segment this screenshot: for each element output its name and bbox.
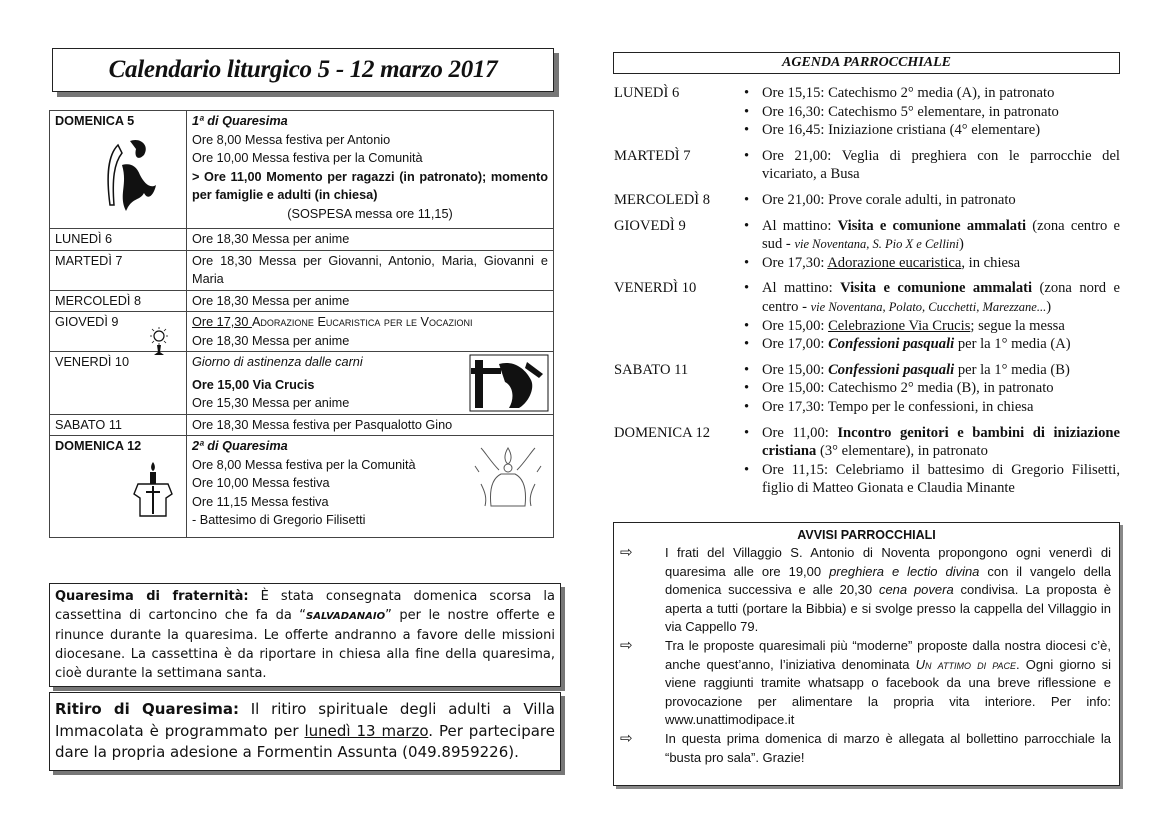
ritiro-text: . Per partecipare dare la propria adesione a Formentin Assunta (049.8959226). <box>55 721 555 761</box>
agenda-day <box>614 361 1120 417</box>
agenda-item: • Ore 15,00: Celebrazione Via Crucis; segue la messa <box>738 317 1120 336</box>
event-line: - Battesimo di Gregorio Filisetti <box>192 513 366 527</box>
day-cell <box>50 436 187 538</box>
event-title: Adorazione Eucaristica per le Vocazioni <box>251 315 473 329</box>
agenda-item: • Ore 17,00: Confessioni pasquali per la 1° media (A) <box>738 335 1120 354</box>
agenda-day-label: SABATO 11 <box>614 361 689 378</box>
pointing-hand-icon: ⇨ <box>620 544 633 561</box>
table-row <box>50 312 554 352</box>
event-line: Ore 15,30 Messa per anime <box>192 396 350 410</box>
day-events <box>187 436 554 538</box>
agenda-day-label: LUNEDÌ 6 <box>614 85 680 101</box>
agenda-day <box>614 147 1120 184</box>
event-line: Ore 18,30 Messa festiva per Pasqualotto Gino <box>187 414 554 436</box>
agenda-item: • Ore 17,30: Tempo per le confessioni, in chiesa <box>738 398 1120 417</box>
salvadanaio-word: SALVADANAIO <box>306 611 386 622</box>
table-row <box>50 414 554 436</box>
avviso-item <box>614 637 1119 730</box>
agenda-list <box>614 84 1120 505</box>
event-line: Ore 15,00 Via Crucis <box>192 377 315 392</box>
agenda-item: • Ore 21,00: Veglia di preghiera con le parrocchie del vicariato, a Busa <box>738 147 1120 184</box>
ritiro-label: Ritiro di Quaresima: <box>55 700 239 718</box>
event-line: Ore 18,30 Messa per anime <box>187 229 554 251</box>
fraternita-text: ” per le nostre offerte e rinunce durante la quaresima. Le offerte andranno a favore delle missioni diocesane. La cassettina è da riportare in chiesa alla fine della quaresima, cioè durante la settimana santa. <box>55 608 555 681</box>
day-cell: SABATO 11 <box>50 414 187 436</box>
agenda-day-label: GIOVEDÌ 9 <box>614 217 686 234</box>
agenda-item: • Ore 11,00: Incontro genitori e bambini di iniziazione cristiana (3° elementare), in patronato <box>738 424 1120 461</box>
agenda-day <box>614 191 1120 210</box>
event-line: Ore 8,00 Messa festiva per Antonio <box>192 132 391 147</box>
event-line: > Ore 11,00 Momento per ragazzi (in patronato); momento per famiglie e adulti (in chiesa) <box>192 169 548 202</box>
crucifixion-icon <box>469 354 549 412</box>
agenda-item: • Ore 16,30: Catechismo 5° elementare, in patronato <box>738 103 1120 122</box>
agenda-item: • Al mattino: Visita e comunione ammalati (zona centro e sud - vie Noventana, S. Pio X e Cellini) <box>738 217 1120 254</box>
day-events <box>187 352 554 415</box>
day-cell <box>50 111 187 229</box>
transfiguration-icon <box>473 444 543 514</box>
day-cell: LUNEDÌ 6 <box>50 229 187 251</box>
event-line: Ore 11,15 Messa festiva <box>192 494 329 509</box>
fraternita-label: Quaresima di fraternità: <box>55 589 249 604</box>
day-cell <box>50 312 187 352</box>
day-cell: VENERDÌ 10 <box>50 352 187 415</box>
agenda-item: • Ore 17,30: Adorazione eucaristica, in chiesa <box>738 254 1120 273</box>
baptism-candle-icon <box>128 458 178 518</box>
agenda-header: AGENDA PARROCCHIALE <box>613 52 1120 74</box>
avviso-item <box>614 730 1119 767</box>
table-row <box>50 352 554 415</box>
table-row <box>50 290 554 312</box>
table-row <box>50 250 554 290</box>
avviso-text: Tra le proposte quaresimali più “moderne” proposte dalla nostra diocesi c’è, anche quest’anno, l’iniziativa denominata Un attimo di pace. Ogni giorno si viene raggiunti tramite whatsapp o facebook da una breve riflessione e provocazione per alimentare la propria vita interiore. Per info: www.unattimodipace.it <box>665 637 1111 728</box>
day-cell: MARTEDÌ 7 <box>50 250 187 290</box>
avvisi-header: AVVISI PARROCCHIALI <box>797 528 936 542</box>
agenda-day <box>614 217 1120 273</box>
event-line: Ore 10,00 Messa festiva <box>192 476 330 490</box>
agenda-day-label: MARTEDÌ 7 <box>614 147 691 164</box>
agenda-day <box>614 84 1120 140</box>
calendar-title-box <box>52 48 554 92</box>
table-row <box>50 436 554 538</box>
fraternita-text: È stata consegnata domenica scorsa la cassettina di cartoncino che fa da “ <box>55 589 555 623</box>
event-line <box>192 313 548 332</box>
agenda-item: • Ore 16,45: Iniziazione cristiana (4° elementare) <box>738 121 1120 140</box>
lent-figure-icon <box>100 135 160 215</box>
event-line: Ore 8,00 Messa festiva per la Comunità <box>192 457 416 472</box>
agenda-item: • Ore 15,00: Catechismo 2° media (B), in patronato <box>738 379 1120 398</box>
event-line: Giorno di astinenza dalle carni <box>192 355 363 369</box>
event-time: Ore 17,30 <box>192 315 252 329</box>
day-events <box>187 312 554 352</box>
ritiro-text: Il ritiro spirituale degli adulti a Villa Immacolata è programmato per <box>55 700 555 740</box>
day-label: DOMENICA 12 <box>55 439 142 453</box>
event-line: 2ª di Quaresima <box>192 439 288 453</box>
day-label: GIOVEDÌ 9 <box>55 315 119 329</box>
suspended-note: (SOSPESA messa ore 11,15) <box>287 206 453 221</box>
pointing-hand-icon: ⇨ <box>620 636 633 654</box>
day-label: DOMENICA 5 <box>55 114 135 128</box>
agenda-item: • Ore 15,00: Confessioni pasquali per la 1° media (B) <box>738 361 1120 380</box>
agenda-day-label: VENERDÌ 10 <box>614 280 697 297</box>
liturgical-calendar-table <box>49 110 554 538</box>
table-row <box>50 111 554 229</box>
event-line: Ore 18,30 Messa per anime <box>192 333 350 348</box>
agenda-day <box>614 279 1120 353</box>
day-cell: MERCOLEDÌ 8 <box>50 290 187 312</box>
day-events <box>187 111 554 229</box>
avviso-item <box>614 544 1119 637</box>
fraternita-box <box>49 583 561 687</box>
avviso-text: I frati del Villaggio S. Antonio di Noventa propongono ogni venerdì di quaresima alle ore 19,00 preghiera e lectio divina con il vangelo della domenica successiva e alle 20,30 cena povera condivisa. La proposta è aperta a tutti (portare la Bibbia) e si svolge presso la cappella del Villaggio in via Cappello 79. <box>665 545 1111 635</box>
agenda-day <box>614 424 1120 498</box>
agenda-day-label: MERCOLEDÌ 8 <box>614 191 711 208</box>
agenda-item: • Al mattino: Visita e comunione ammalati (zona nord e centro - vie Noventana, Polato, Cucchetti, Marezzane...) <box>738 279 1120 316</box>
avviso-text: In questa prima domenica di marzo è allegata al bollettino parrocchiale la “busta pro sala”. Grazie! <box>665 730 1111 765</box>
avvisi-box <box>613 522 1120 786</box>
ritiro-date: lunedì 13 marzo <box>304 721 429 740</box>
event-line: Ore 18,30 Messa per anime <box>187 290 554 312</box>
ritiro-box <box>49 692 561 771</box>
agenda-day-label: DOMENICA 12 <box>614 424 711 441</box>
event-line <box>192 205 548 224</box>
agenda-item: • Ore 15,15: Catechismo 2° media (A), in patronato <box>738 84 1120 103</box>
event-line: Ore 10,00 Messa festiva per la Comunità <box>192 151 423 165</box>
agenda-item: • Ore 11,15: Celebriamo il battesimo di Gregorio Filisetti, figlio di Matteo Gionata e Claudia Minante <box>738 461 1120 498</box>
pointing-hand-icon: ⇨ <box>620 729 633 747</box>
event-line: Ore 18,30 Messa per Giovanni, Antonio, Maria, Giovanni e Maria <box>187 250 554 290</box>
agenda-item: • Ore 21,00: Prove corale adulti, in patronato <box>738 191 1120 210</box>
calendar-title: Calendario liturgico 5 - 12 marzo 2017 <box>108 56 498 83</box>
event-line: 1ª di Quaresima <box>192 114 288 128</box>
table-row <box>50 229 554 251</box>
